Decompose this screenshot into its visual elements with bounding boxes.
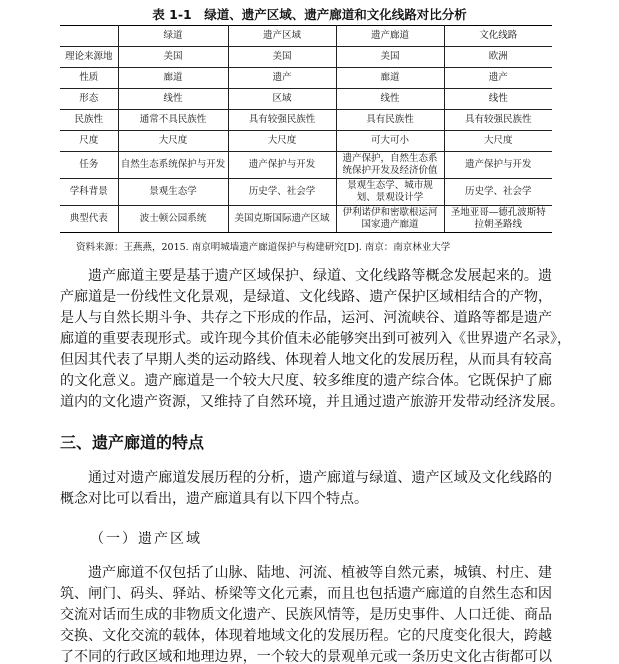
table-row xyxy=(60,89,552,110)
table-source: 资料来源：王燕燕，2015. 南京明城墙遗产廊道保护与构建研究[D]. 南京：南京林业大学 xyxy=(76,242,451,253)
table-cell: 任务 xyxy=(60,152,118,179)
comparison-table xyxy=(60,25,552,233)
table-cell: 性质 xyxy=(60,68,118,89)
table-cell: 遗产廊道 xyxy=(336,26,444,47)
table-cell: 线性 xyxy=(336,89,444,110)
table-cell: 美国 xyxy=(118,47,228,68)
table-cell: 大尺度 xyxy=(228,131,336,152)
paragraph-2 xyxy=(60,468,552,510)
text-line: 廊道的重要表现形式。或许现今其价值未必能够突出到可被列入《世界遗产名录》， xyxy=(60,331,571,347)
table-row xyxy=(60,26,552,47)
text-line: 交换、文化交流的载体，体现着地域文化的发展历程。它的尺度变化很大，跨越 xyxy=(60,628,552,644)
text-line: 遗产廊道主要是基于遗产区域保护、绿道、文化线路等概念发展起来的。遗 xyxy=(88,268,552,284)
table-cell: 遗产保护与开发 xyxy=(444,152,552,179)
table-caption: 表 1-1 绿道、遗产区域、遗产廊道和文化线路对比分析 xyxy=(152,7,467,22)
table-cell: 遗产保护与开发 xyxy=(228,152,336,179)
table-cell: 大尺度 xyxy=(118,131,228,152)
table-row xyxy=(60,131,552,152)
text-line: 遗产廊道不仅包括了山脉、陆地、河流、植被等自然元素，城镇、村庄、建 xyxy=(88,565,552,581)
table-cell: 尺度 xyxy=(60,131,118,152)
table-row xyxy=(60,179,552,206)
table-cell: 文化线路 xyxy=(444,26,552,47)
table-row xyxy=(60,206,552,233)
table-row xyxy=(60,47,552,68)
table-cell: 欧洲 xyxy=(444,47,552,68)
table-cell: 圣地亚哥—德孔波斯特拉朝圣路线 xyxy=(444,206,552,233)
text-line: 是人与自然长期斗争、共存之下形成的作品，运河、河流峡谷、道路等都是遗产 xyxy=(60,310,552,326)
table-cell: 大尺度 xyxy=(444,131,552,152)
table-cell: 遗产区域 xyxy=(228,26,336,47)
text-line: 通过对遗产廊道发展历程的分析，遗产廊道与绿道、遗产区域及文化线路的 xyxy=(88,470,552,486)
table-cell: 具有较强民族性 xyxy=(228,110,336,131)
text-line: 筑、闸门、码头、驿站、桥梁等文化元素，而且也包括遗产廊道的自然生态和因 xyxy=(60,586,552,602)
table-row xyxy=(60,152,552,179)
text-line: 交流对话而生成的非物质文化遗产、民族风情等，是历史事件、人口迁徙、商品 xyxy=(60,607,552,623)
table-cell: 通常不具民族性 xyxy=(118,110,228,131)
table-cell xyxy=(60,26,118,47)
subsection-heading: （一）遗产区域 xyxy=(90,531,202,547)
table-cell: 历史学、社会学 xyxy=(444,179,552,206)
table-cell: 具有民族性 xyxy=(336,110,444,131)
table-cell: 区域 xyxy=(228,89,336,110)
text-line: 但因其代表了早期人类的运动路线、体现着人地文化的发展历程，从而具有较高 xyxy=(60,352,552,368)
table-cell: 理论来源地 xyxy=(60,47,118,68)
table-cell: 美国克斯国际遗产区域 xyxy=(228,206,336,233)
paragraph-3 xyxy=(60,563,552,664)
table-cell: 遗产保护，自然生态系统保护开发及经济价值 xyxy=(336,152,444,179)
table-cell: 可大可小 xyxy=(336,131,444,152)
table-cell: 民族性 xyxy=(60,110,118,131)
table-cell: 学科背景 xyxy=(60,179,118,206)
table-cell: 遗产 xyxy=(444,68,552,89)
table-cell: 历史学、社会学 xyxy=(228,179,336,206)
table-cell: 绿道 xyxy=(118,26,228,47)
text-line: 概念对比可以看出，遗产廊道具有以下四个特点。 xyxy=(60,491,368,507)
table-row xyxy=(60,68,552,89)
table-cell: 廊道 xyxy=(336,68,444,89)
table-cell: 景观生态学 xyxy=(118,179,228,206)
text-line: 道内的文化遗产资源，又维持了自然环境，并且通过遗产旅游开发带动经济发展。 xyxy=(60,394,564,410)
text-line: 产廊道是一份线性文化景观，是绿道、文化线路、遗产保护区域相结合的产物， xyxy=(60,289,552,305)
table-cell: 自然生态系统保护与开发 xyxy=(118,152,228,179)
text-line: 的文化意义。遗产廊道是一个较大尺度、较多维度的遗产综合体。它既保护了廊 xyxy=(60,373,552,389)
table-cell: 线性 xyxy=(444,89,552,110)
paragraph-1 xyxy=(60,266,571,413)
table-cell: 具有较强民族性 xyxy=(444,110,552,131)
table-row xyxy=(60,110,552,131)
table-cell: 美国 xyxy=(228,47,336,68)
table-cell: 廊道 xyxy=(118,68,228,89)
table-cell: 伊利诺伊和密歇根运河国家遗产廊道 xyxy=(336,206,444,233)
table-cell: 波士顿公园系统 xyxy=(118,206,228,233)
table-cell: 线性 xyxy=(118,89,228,110)
table-cell: 遗产 xyxy=(228,68,336,89)
table-cell: 典型代表 xyxy=(60,206,118,233)
table-cell: 形态 xyxy=(60,89,118,110)
table-cell: 景观生态学、城市规划、景观设计学 xyxy=(336,179,444,206)
text-line: 了不同的行政区域和地理边界，一个较大的景观单元或一条历史文化古街都可以 xyxy=(60,649,552,664)
table-cell: 美国 xyxy=(336,47,444,68)
section-heading: 三、遗产廊道的特点 xyxy=(60,433,205,452)
